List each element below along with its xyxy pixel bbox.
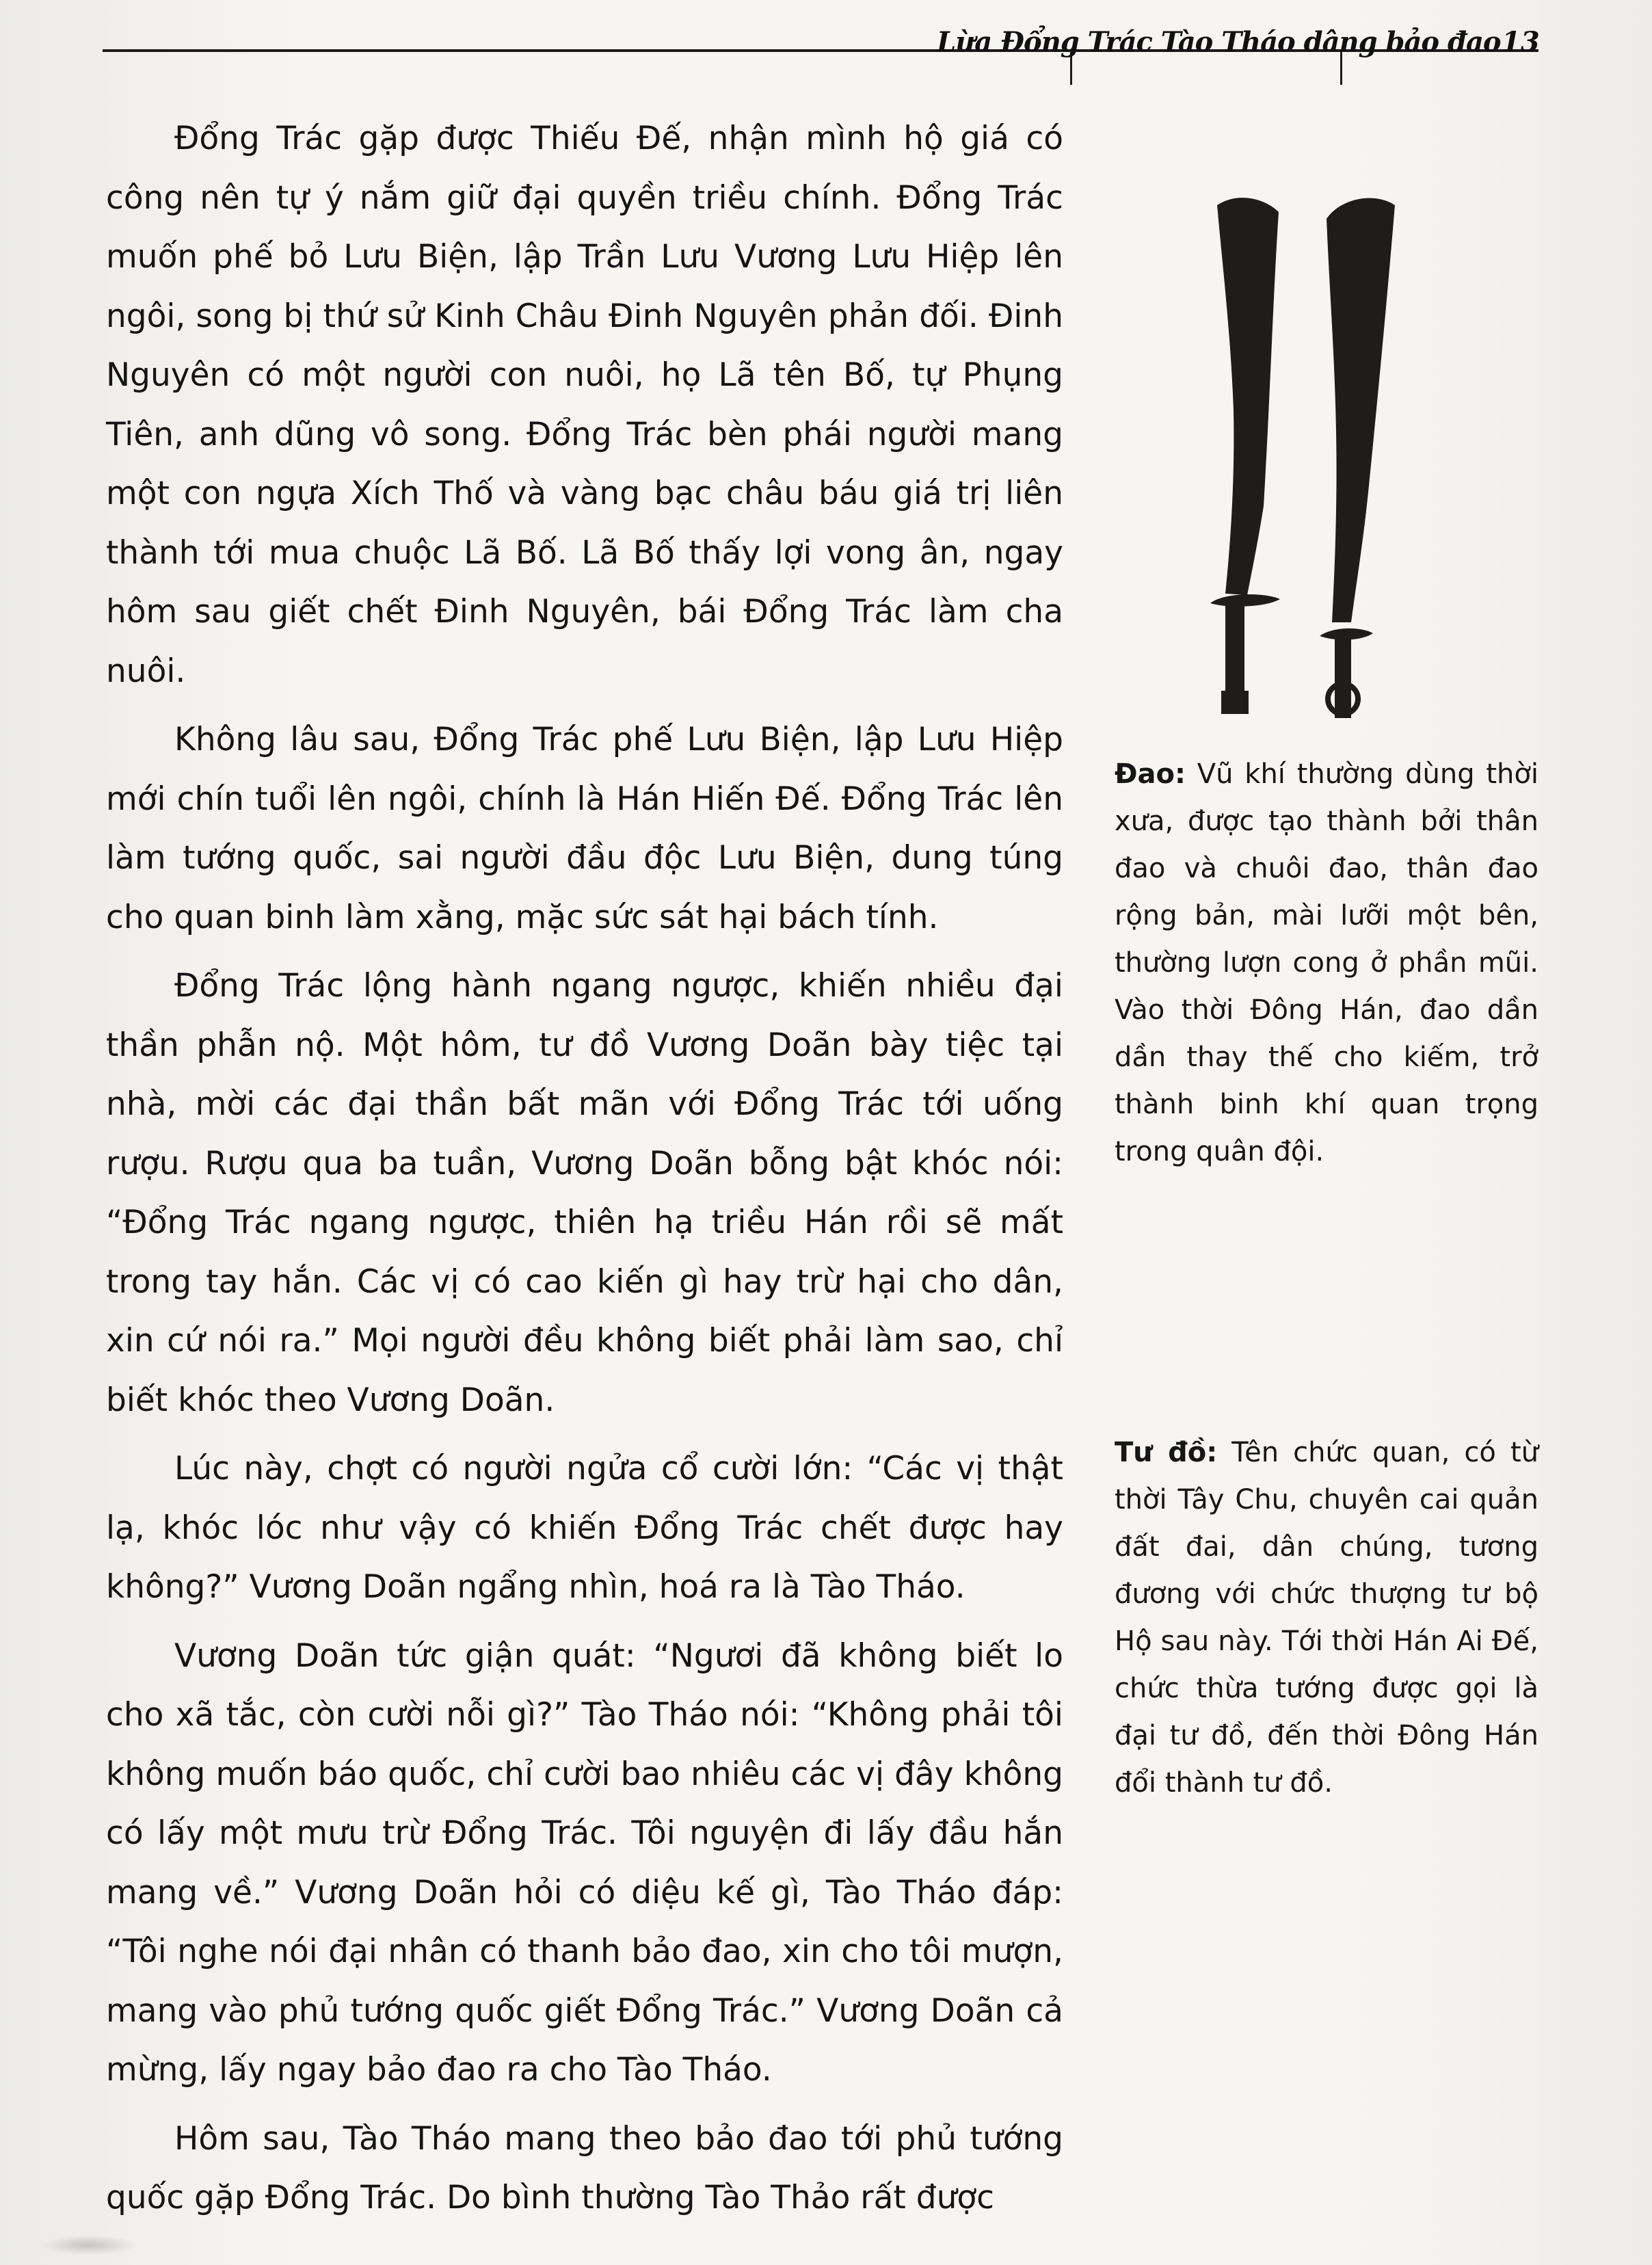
paragraph: Vương Doãn tức giận quát: “Ngươi đã không biết lo cho xã tắc, còn cười nỗi gì?” Tào Tháo nói: “Không phải tôi không muốn báo quốc, chỉ cười bao nhiêu các vị đây không có lấy một mưu trừ Đổng Trác. Tôi nguyện đi lấy đầu hắn mang về.” Vương Doãn hỏi có diệu kế gì, Tào Tháo đáp: “Tôi nghe nói đại nhân có thanh bảo đao, xin cho tôi mượn, mang vào phủ tướng quốc giết Đổng Trác.” Vương Doãn cả mừng, lấy ngay bảo đao ra cho Tào Tháo. bbox=[106, 1637, 1063, 2089]
sidebar-note-dao bbox=[1115, 751, 1538, 1176]
paragraph: Lúc này, chợt có người ngửa cổ cười lớn: “Các vị thật lạ, khóc lóc như vậy có khiến Đổng Trác chết được hay không?” Vương Doãn ngẩng nhìn, hoá ra là Tào Tháo. bbox=[106, 1450, 1063, 1606]
note-text: Tên chức quan, có từ thời Tây Chu, chuyên cai quản đất đai, dân chúng, tương đương với chức thượng tư bộ Hộ sau này. Tới thời Hán Ai Đế, chức thừa tướng được gọi là đại tư đồ, đến thời Đông Hán đổi thành tư đồ. bbox=[1115, 1437, 1538, 1799]
sabre-handle-left bbox=[1225, 603, 1244, 706]
paragraph: Đổng Trác gặp được Thiếu Đế, nhận mình hộ giá có công nên tự ý nắm giữ đại quyền triều chính. Đổng Trác muốn phế bỏ Lưu Biện, lập Trần Lưu Vương Lưu Hiệp lên ngôi, song bị thứ sử Kinh Châu Đinh Nguyên phản đối. Đinh Nguyên có một người con nuôi, họ Lã tên Bố, tự Phụng Tiên, anh dũng vô song. Đổng Trác bèn phái người mang một con ngựa Xích Thố và vàng bạc châu báu giá trị liên thành tới mua chuộc Lã Bố. Lã Bố thấy lợi vong ân, ngay hôm sau giết chết Đinh Nguyên, bái Đổng Trác làm cha nuôi. bbox=[106, 120, 1063, 690]
sabre-blade-left bbox=[1217, 198, 1279, 595]
sabre-handle-right bbox=[1335, 636, 1351, 718]
sabre-guard-left bbox=[1210, 594, 1280, 607]
paragraph: Đổng Trác lộng hành ngang ngược, khiến nhiều đại thần phẫn nộ. Một hôm, tư đồ Vương Doãn bày tiệc tại nhà, mời các đại thần bất mãn với Đổng Trác tới uống rượu. Rượu qua ba tuần, Vương Doãn bỗng bật khóc nói: “Đổng Trác ngang ngược, thiên hạ triều Hán rồi sẽ mất trong tay hắn. Các vị có cao kiến gì hay trừ hại cho dân, xin cứ nói ra.” Mọi người đều không biết phải làm sao, chỉ biết khóc theo Vương Doãn. bbox=[106, 967, 1063, 1419]
note-term: Tư đồ: bbox=[1115, 1437, 1218, 1468]
paragraph: Hôm sau, Tào Tháo mang theo bảo đao tới phủ tướng quốc gặp Đổng Trác. Do bình thường Tào Thảo rất được bbox=[106, 2119, 1063, 2216]
sabre-blade-right bbox=[1327, 198, 1395, 622]
running-head: Lừa Đổng Trác Tào Tháo dâng bảo đao bbox=[937, 26, 1501, 58]
main-text-column bbox=[106, 109, 1063, 2238]
sabre-pommel-left bbox=[1221, 691, 1249, 714]
sidebar-note-tu-do bbox=[1115, 1429, 1538, 1807]
note-text: Vũ khí thường dùng thời xưa, được tạo thành bởi thân đao và chuôi đao, thân đao rộng bản, mài lưỡi một bên, thường lượn cong ở phần mũi. Vào thời Đông Hán, đao dần dần thay thế cho kiếm, trở thành binh khí quan trọng trong quân đội. bbox=[1115, 758, 1538, 1167]
page-number: 13 bbox=[1502, 26, 1540, 58]
note-term: Đao: bbox=[1115, 758, 1186, 790]
scan-smudge bbox=[41, 2235, 137, 2255]
paragraph: Không lâu sau, Đổng Trác phế Lưu Biện, lập Lưu Hiệp mới chín tuổi lên ngôi, chính là Hán Hiến Đế. Đổng Trác lên làm tướng quốc, sai người đầu độc Lưu Biện, dung túng cho quan binh làm xằng, mặc sức sát hại bách tính. bbox=[106, 721, 1063, 936]
two-sabres-icon bbox=[1190, 185, 1409, 718]
